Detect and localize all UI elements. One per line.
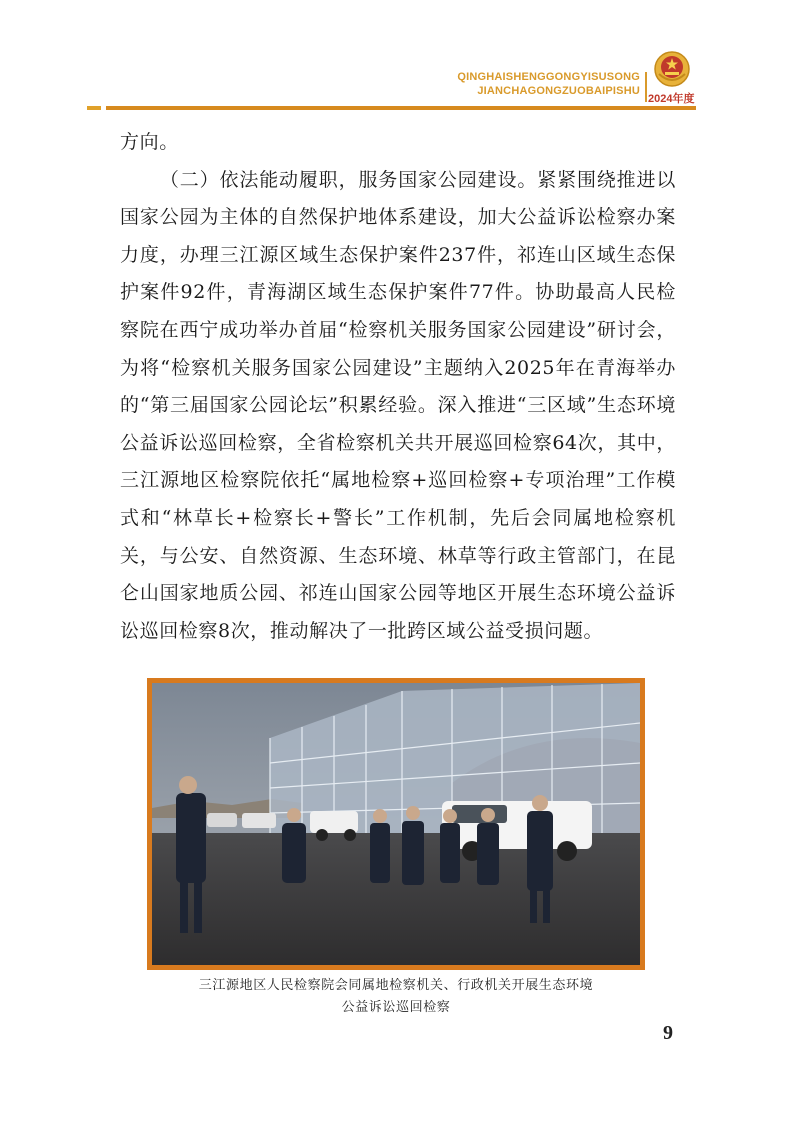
body-text <box>120 124 676 650</box>
header-rule-long <box>106 106 696 110</box>
page-number: 9 <box>663 1022 673 1044</box>
paragraph-continuation: 方向。 <box>120 131 179 153</box>
caption-line1: 三江源地区人民检察院会同属地检察机关、行政机关开展生态环境 <box>198 978 594 993</box>
header-rule-short <box>87 106 101 110</box>
photo-illustration <box>152 683 640 965</box>
procuratorate-emblem-icon <box>653 50 691 88</box>
header-pinyin-title <box>457 70 640 98</box>
caption-line2: 公益诉讼巡回检察 <box>341 1000 451 1015</box>
year-label: 2024年度 <box>648 93 695 105</box>
header-pinyin-line2: JIANCHAGONGZUOBAIPISHU <box>477 85 640 97</box>
header-pinyin-line1: QINGHAISHENGGONGYISUSONG <box>457 71 640 83</box>
inspection-photo <box>147 678 645 970</box>
paragraph-national-parks: （二）依法能动履职，服务国家公园建设。紧紧围绕推进以国家公园为主体的自然保护地体系建设，加大公益诉讼检察办案力度，办理三江源区域生态保护案件237件，祁连山区域生态保护案件92件，青海湖区域生态保护案件77件。协助最高人民检察院在西宁成功举办首届“检察机关服务国家公园建设”研讨会，为将“检察机关服务国家公园建设”主题纳入2025年在青海举办的“第三届国家公园论坛”积累经验。深入推进“三区域”生态环境公益诉讼巡回检察，全省检察机关共开展巡回检察64次，其中，三江源地区检察院依托“属地检察+巡回检察+专项治理”工作模式和“林草长+检察长+警长”工作机制，先后会同属地检察机关，与公安、自然资源、生态环境、林草等行政主管部门，在昆仑山国家地质公园、祁连山国家公园等地区开展生态环境公益诉讼巡回检察8次，推动解决了一批跨区域公益受损问题。 <box>120 168 676 642</box>
header-vertical-divider <box>645 72 647 102</box>
photo-caption <box>147 975 645 1019</box>
